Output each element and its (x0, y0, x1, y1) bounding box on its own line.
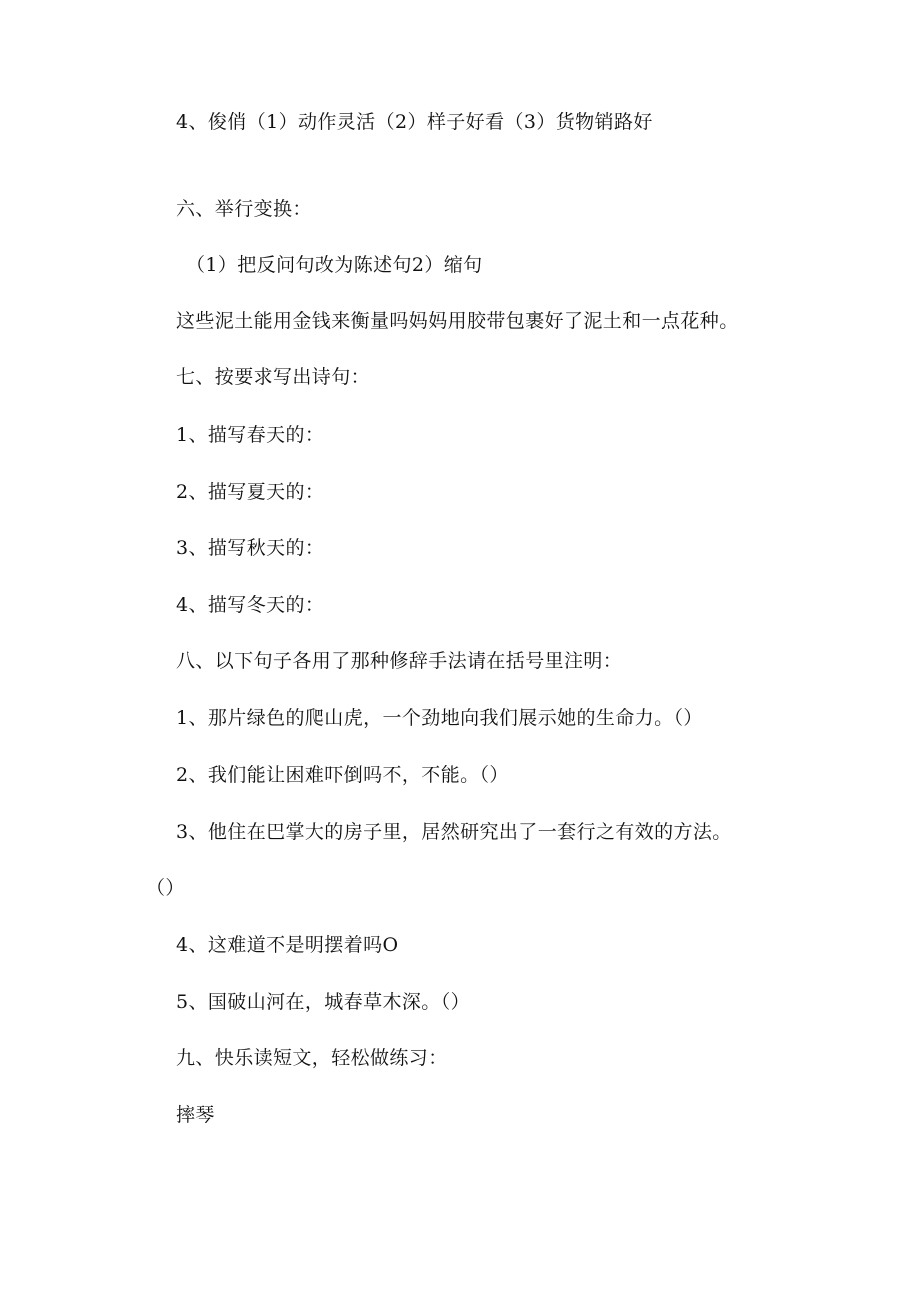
section-6-instruction: （1）把反问句改为陈述句2）缩句 (186, 254, 483, 276)
rhetoric-item-3: 3、他住在巴掌大的房子里，居然研究出了一套行之有效的方法。 (176, 821, 732, 843)
section-7-heading: 七、按要求写出诗句： (176, 366, 371, 388)
reading-title: 摔琴 (176, 1104, 215, 1126)
poem-autumn: 3、描写秋天的： (176, 537, 325, 559)
section-8-heading: 八、以下句子各用了那种修辞手法请在括号里注明： (176, 650, 623, 672)
section-9-heading: 九、快乐读短文，轻松做练习： (176, 1047, 448, 1069)
rhetoric-item-3-blank: （） (146, 877, 185, 899)
rhetoric-item-2: 2、我们能让困难吓倒吗不，不能。（） (176, 764, 509, 786)
item-4-junqiao: 4、俊俏（1）动作灵活（2）样子好看（3）货物销路好 (176, 111, 653, 133)
rhetoric-item-4: 4、这难道不是明摆着吗O (176, 934, 399, 956)
poem-winter: 4、描写冬天的： (176, 594, 325, 616)
rhetoric-item-5: 5、国破山河在，城春草木深。（） (176, 991, 470, 1013)
rhetoric-item-1: 1、那片绿色的爬山虎，一个劲地向我们展示她的生命力。（） (176, 707, 703, 729)
section-6-heading: 六、举行变换： (176, 198, 312, 220)
poem-spring: 1、描写春天的： (176, 424, 325, 446)
poem-summer: 2、描写夏天的： (176, 481, 325, 503)
section-6-sentence: 这些泥土能用金钱来衡量吗妈妈用胶带包裹好了泥土和一点花种。 (176, 310, 739, 332)
